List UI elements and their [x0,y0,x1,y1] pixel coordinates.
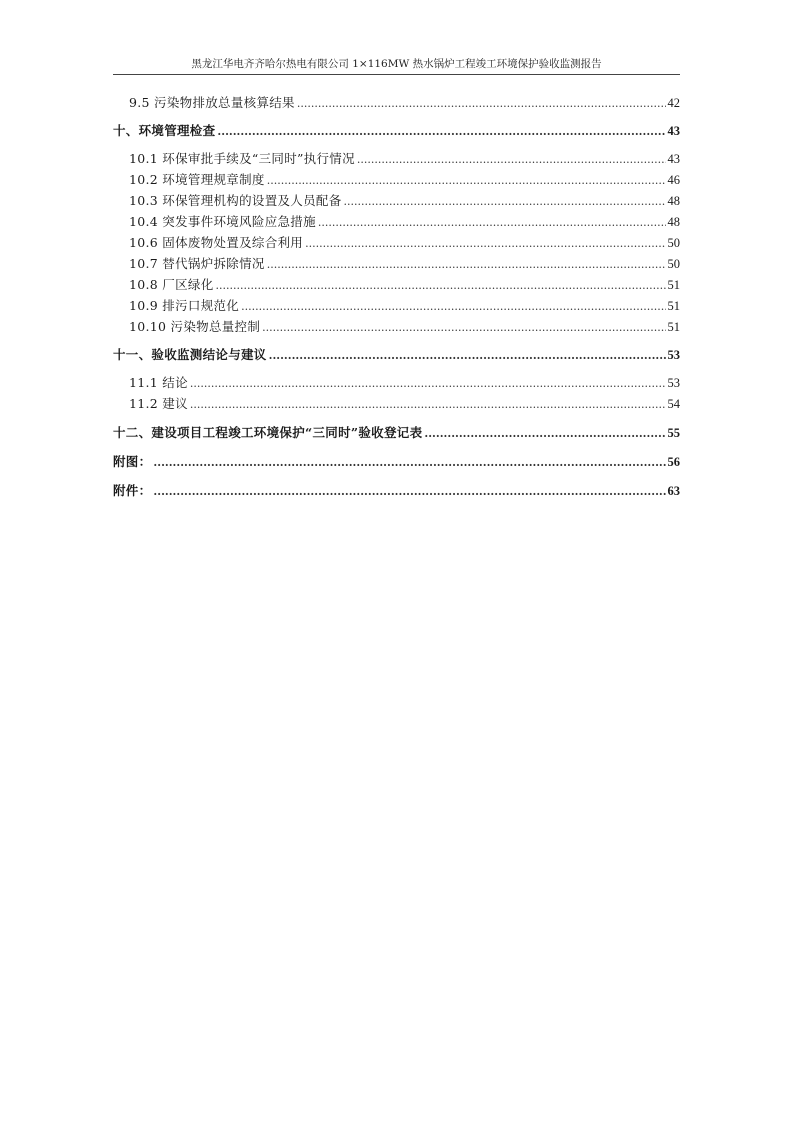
toc-leader-dots [318,215,666,231]
toc-leader-dots [344,194,666,210]
toc-entry-title: 10.2 环境管理规章制度 [129,172,265,187]
toc-entry-page: 63 [667,484,680,498]
toc-entry-title: 十、环境管理检查 [113,123,216,138]
toc-entry-chapter-12[interactable] [113,425,680,441]
toc-entry-page: 55 [667,426,680,440]
toc-entry-page: 53 [667,376,680,390]
toc-leader-dots [297,96,666,112]
toc-leader-dots [305,236,665,252]
toc-leader-dots [357,152,666,168]
toc-entry-chapter-10[interactable] [113,123,680,139]
toc-entry-appendix-figures[interactable] [113,454,680,470]
toc-entry-attachments[interactable] [113,483,680,499]
toc-entry-page: 43 [667,152,680,166]
toc-entry-title: 10.3 环保管理机构的设置及人员配备 [129,193,342,208]
toc-entry-10-6[interactable] [129,235,680,251]
toc-entry-page: 46 [667,173,680,187]
toc-entry-title: 11.1 结论 [129,375,188,390]
toc-entry-title: 附图： [113,454,152,469]
toc-entry-title: 十二、建设项目工程竣工环境保护“三同时”验收登记表 [113,425,423,440]
header-rule [113,74,680,75]
toc-entry-10-7[interactable] [129,256,680,272]
toc-entry-11-2[interactable] [129,396,680,412]
toc-entry-title: 10.4 突发事件环境风险应急措施 [129,214,316,229]
toc-entry-title: 10.8 厂区绿化 [129,277,214,292]
toc-entry-title: 十一、验收监测结论与建议 [113,347,267,362]
toc-entry-page: 42 [667,96,680,110]
toc-entry-10-3[interactable] [129,193,680,209]
toc-entry-title: 10.6 固体废物处置及综合利用 [129,235,304,250]
toc-entry-page: 48 [667,194,680,208]
toc-entry-page: 51 [667,278,680,292]
toc-leader-dots [216,278,666,294]
toc-entry-9-5[interactable] [129,95,680,111]
toc-leader-dots [217,124,665,140]
toc-entry-page: 50 [667,257,680,271]
toc-entry-title: 10.1 环保审批手续及“三同时”执行情况 [129,151,355,166]
toc-entry-10-9[interactable] [129,298,680,314]
toc-leader-dots [190,376,666,392]
toc-entry-10-10[interactable] [129,319,680,335]
toc-leader-dots [267,257,666,273]
toc-entry-title: 10.7 替代锅炉拆除情况 [129,256,265,271]
toc-entry-10-2[interactable] [129,172,680,188]
toc-entry-title: 10.10 污染物总量控制 [129,319,261,334]
toc-leader-dots [153,455,665,471]
toc-entry-11-1[interactable] [129,375,680,391]
toc-leader-dots [190,397,666,413]
toc-leader-dots [262,320,665,336]
toc-entry-page: 51 [667,320,680,334]
page-header: 黑龙江华电齐齐哈尔热电有限公司 1×116MW 热水锅炉工程竣工环境保护验收监测报告 [191,58,602,70]
toc-entry-10-4[interactable] [129,214,680,230]
toc-entry-page: 56 [667,455,680,469]
toc-leader-dots [269,348,666,364]
toc-entry-page: 54 [667,397,680,411]
toc-entry-title: 10.9 排污口规范化 [129,298,240,313]
toc-entry-page: 43 [667,124,680,138]
toc-entry-page: 50 [667,236,680,250]
toc-leader-dots [267,173,666,189]
toc-entry-title: 附件： [113,483,152,498]
toc-entry-page: 48 [667,215,680,229]
toc-entry-title: 11.2 建议 [129,396,188,411]
toc-entry-title: 9.5 污染物排放总量核算结果 [129,95,295,110]
toc-leader-dots [241,299,665,315]
toc-entry-chapter-11[interactable] [113,347,680,363]
toc-entry-page: 53 [667,348,680,362]
toc-leader-dots [424,426,665,442]
toc-entry-page: 51 [667,299,680,313]
toc-entry-10-1[interactable] [129,151,680,167]
toc-leader-dots [153,484,665,500]
toc-entry-10-8[interactable] [129,277,680,293]
